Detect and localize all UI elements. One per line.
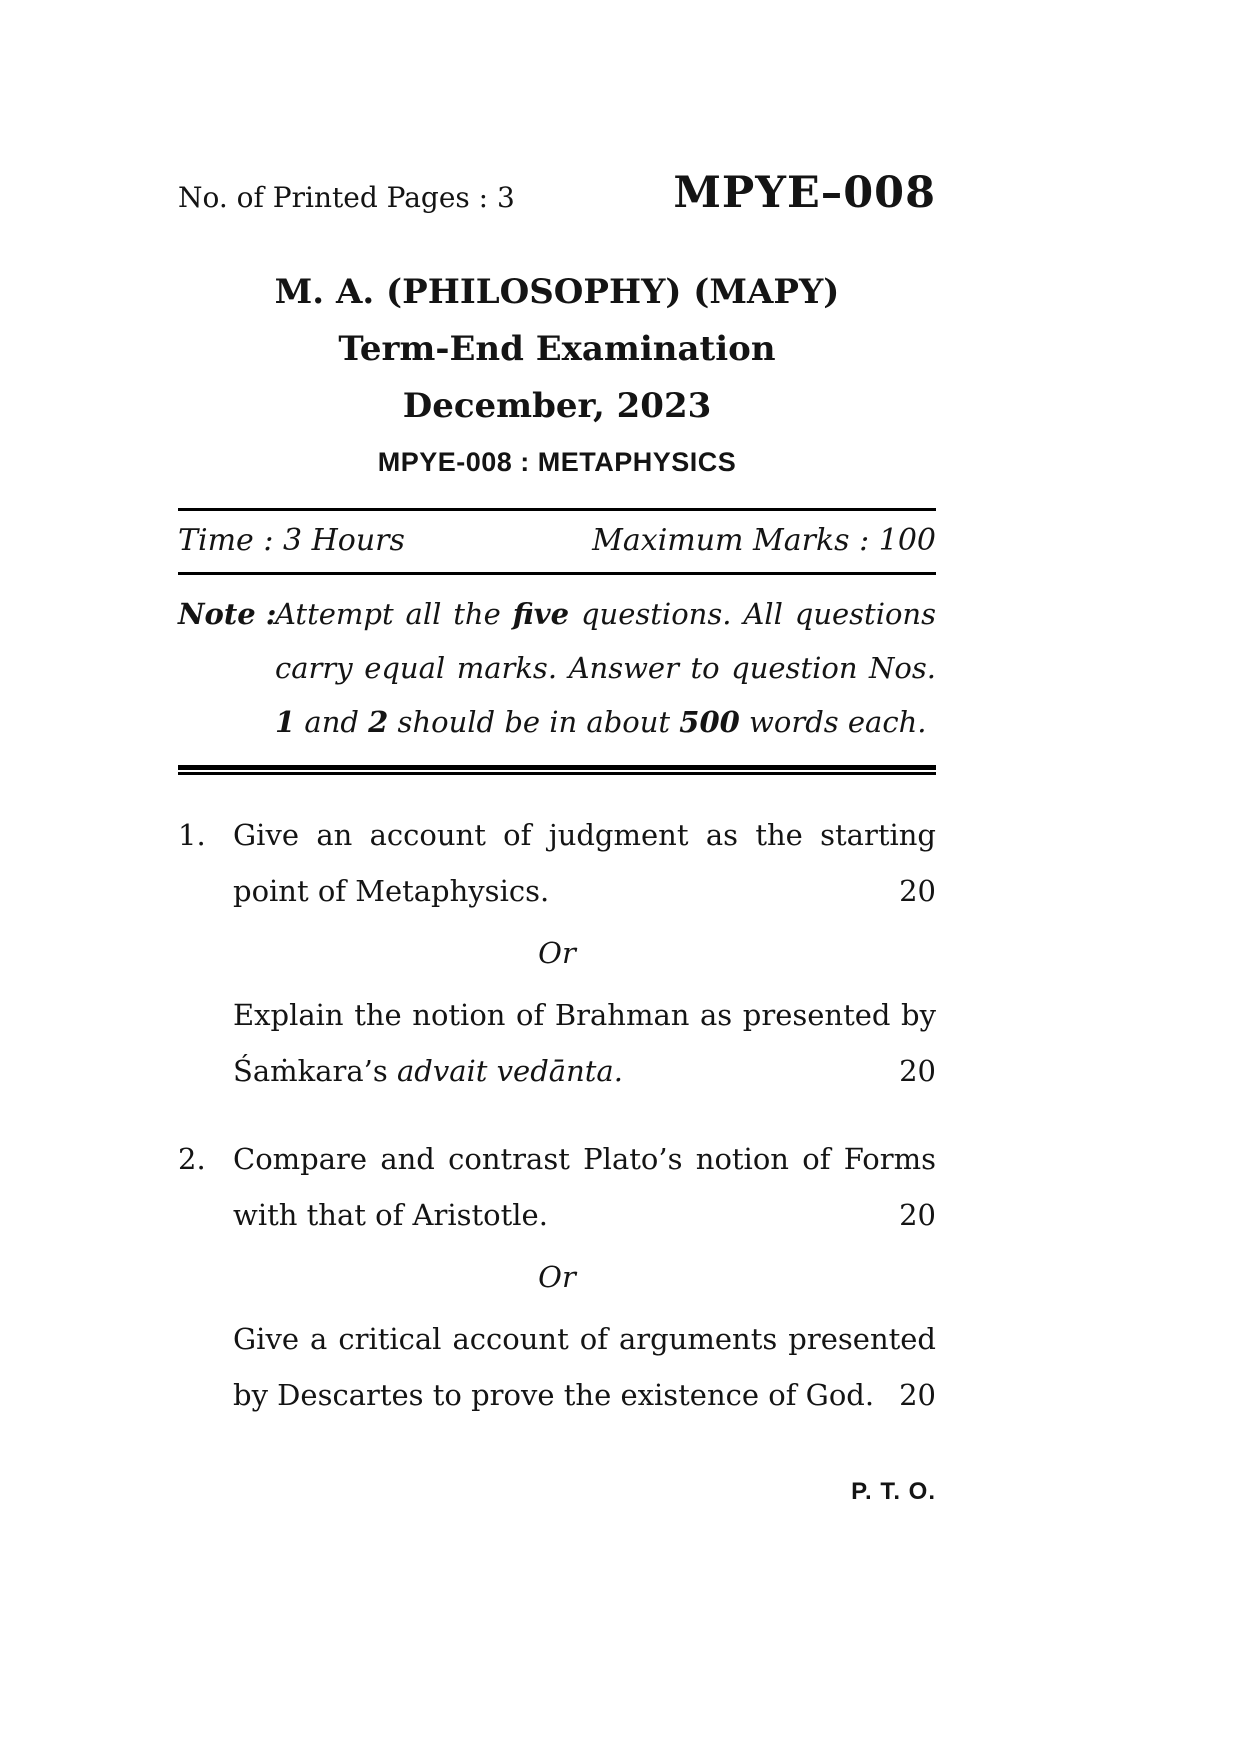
course-title: M. A. (PHILOSOPHY) (MAPY) bbox=[274, 272, 840, 312]
question-1-alternative bbox=[233, 987, 936, 1099]
subject-title: MPYE-008 : METAPHYSICS bbox=[377, 447, 737, 477]
question-text bbox=[233, 807, 936, 919]
question-number: 1. bbox=[178, 818, 206, 852]
pto-label: P. T. O. bbox=[851, 1478, 936, 1505]
title-block bbox=[178, 264, 936, 478]
note-segment: words each. bbox=[739, 705, 927, 739]
exam-date: December, 2023 bbox=[402, 386, 712, 426]
note-bold-word: 500 bbox=[679, 705, 740, 739]
question-2-alternative bbox=[233, 1311, 936, 1423]
question-text-content: Give a critical account of arguments presented by Descartes to prove the existence of God. bbox=[233, 1322, 936, 1412]
question-text-content: Give an account of judgment as the starting point of Metaphysics. bbox=[233, 818, 936, 908]
question-text bbox=[233, 1131, 936, 1243]
question-italic-term: advait vedānta. bbox=[397, 1054, 623, 1088]
divider-double bbox=[178, 765, 936, 775]
page-header bbox=[178, 168, 936, 218]
or-separator: Or bbox=[538, 1260, 576, 1294]
note-text bbox=[275, 587, 936, 749]
note-bold-word: five bbox=[512, 597, 570, 631]
question-marks: 20 bbox=[899, 1054, 936, 1088]
question-text-content: Compare and contrast Plato’s notion of Forms with that of Aristotle. bbox=[233, 1142, 936, 1232]
time-allowed-label: Time : 3 Hours bbox=[178, 523, 405, 558]
divider-mid bbox=[178, 572, 936, 575]
question-marks: 20 bbox=[899, 874, 936, 908]
note-segment: and bbox=[295, 705, 369, 739]
page-content bbox=[178, 0, 936, 1423]
question-number: 2. bbox=[178, 1142, 206, 1176]
printed-pages-label: No. of Printed Pages : 3 bbox=[178, 181, 515, 214]
or-separator: Or bbox=[538, 936, 576, 970]
note-label: Note : bbox=[178, 597, 277, 631]
exam-info-row bbox=[178, 511, 936, 572]
note-segment: questions. All questions carry equal marks. Answer to question Nos. bbox=[275, 597, 936, 685]
question-text-content: Explain the notion of Brahman as presented by Śaṁkara’s bbox=[233, 998, 936, 1088]
note-bold-word: 2 bbox=[368, 705, 389, 739]
question-marks: 20 bbox=[899, 1378, 936, 1412]
question-2 bbox=[178, 1131, 936, 1243]
question-marks: 20 bbox=[899, 1198, 936, 1232]
note-section bbox=[178, 587, 936, 749]
note-bold-word: 1 bbox=[275, 705, 296, 739]
maximum-marks-label: Maximum Marks : 100 bbox=[592, 523, 936, 558]
exam-title: Term-End Examination bbox=[338, 329, 776, 369]
question-1 bbox=[178, 807, 936, 919]
paper-code: MPYE–008 bbox=[673, 168, 936, 218]
note-segment: should be in about bbox=[388, 705, 680, 739]
note-segment: Attempt all the bbox=[275, 597, 513, 631]
